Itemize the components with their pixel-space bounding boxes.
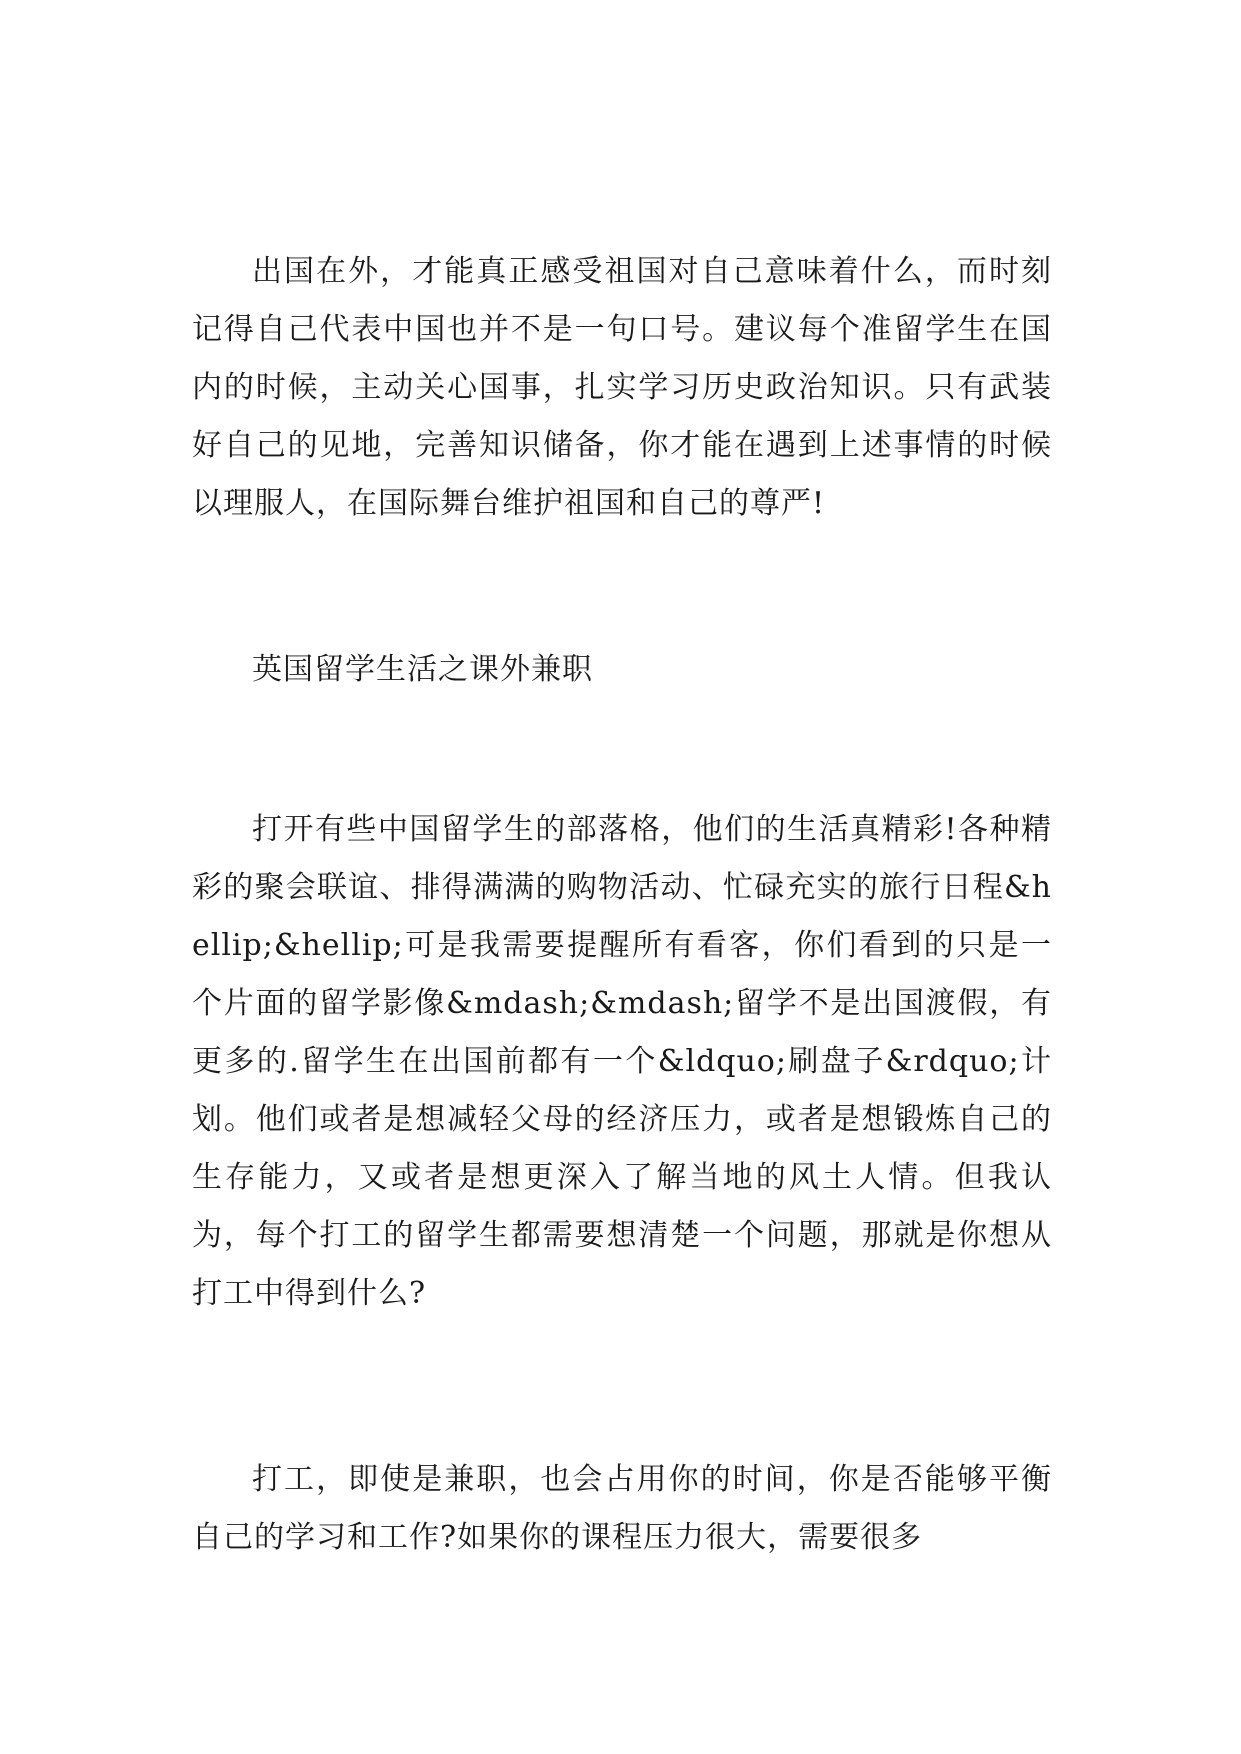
paragraph-balance-study-work: 打工，即使是兼职，也会占用你的时间，你是否能够平衡自己的学习和工作?如果你的课程压力很大，需要很多: [192, 1462, 1052, 1555]
paragraph-patriotism: 出国在外，才能真正感受祖国对自己意味着什么，而时刻记得自己代表中国也并不是一句口号。建议每个准留学生在国内的时候，主动关心国事，扎实学习历史政治知识。只有武装好自己的见地，完善知识储备，你才能在遇到上述事情的时候以理服人，在国际舞台维护祖国和自己的尊严!: [192, 254, 1052, 521]
document-body: [192, 243, 1052, 1567]
section-heading: 英国留学生活之课外兼职: [252, 652, 593, 687]
paragraph-spacer: [192, 699, 1052, 801]
paragraph-spacer: [192, 1323, 1052, 1451]
paragraph-spacer: [192, 533, 1052, 641]
paragraph-part-time-intro: 打开有些中国留学生的部落格，他们的生活真精彩!各种精彩的聚会联谊、排得满满的购物活动、忙碌充实的旅行日程&hellip;&hellip;可是我需要提醒所有看客，你们看到的只是一个片面的留学影像&mdash;&mdash;留学不是出国渡假，有更多的.留学生在出国前都有一个&ldquo;刷盘子&rdquo;计划。他们或者是想减轻父母的经济压力，或者是想锻炼自己的生存能力，又或者是想更深入了解当地的风土人情。但我认为，每个打工的留学生都需要想清楚一个问题，那就是你想从打工中得到什么?: [192, 812, 1052, 1311]
